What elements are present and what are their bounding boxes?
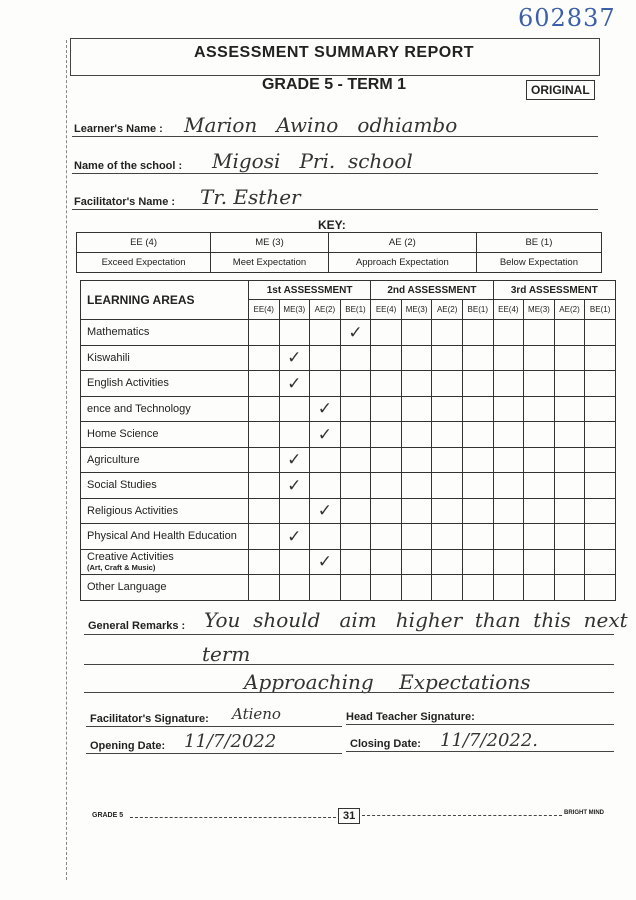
subcol-header: AE(2)	[554, 300, 585, 320]
grade-cell	[462, 473, 493, 499]
key-title: KEY:	[318, 218, 346, 232]
grade-cell	[585, 320, 616, 346]
footer-rule-left	[130, 817, 336, 818]
grade-cell	[310, 575, 341, 601]
check-mark-icon: ✓	[348, 322, 363, 342]
grade-cell	[493, 320, 524, 346]
grade-cell	[585, 549, 616, 575]
grade-cell	[493, 422, 524, 448]
table-row	[81, 371, 616, 397]
key-code-be: BE (1)	[476, 233, 601, 253]
grade-cell	[432, 473, 463, 499]
grade-cell	[340, 498, 371, 524]
table-row	[81, 498, 616, 524]
grade-cell	[493, 498, 524, 524]
grade-cell	[524, 549, 555, 575]
grade-cell	[340, 320, 371, 346]
grade-cell	[432, 422, 463, 448]
learning-area-cell	[81, 345, 249, 371]
grade-cell	[340, 345, 371, 371]
key-desc-ae: Approach Expectation	[328, 253, 476, 273]
table-row	[81, 320, 616, 346]
grade-cell	[279, 524, 310, 550]
table-row	[81, 549, 616, 575]
general-remarks-line-3: Approaching Expectations	[244, 670, 531, 694]
subcol-header: AE(2)	[432, 300, 463, 320]
key-table	[76, 232, 602, 273]
check-mark-icon: ✓	[287, 373, 302, 393]
key-code-ae: AE (2)	[328, 233, 476, 253]
facilitator-name-label: Facilitator's Name :	[74, 196, 176, 208]
check-mark-icon: ✓	[317, 501, 332, 521]
grade-cell	[462, 498, 493, 524]
closing-date-value: 11/7/2022.	[440, 730, 539, 751]
grade-cell	[248, 396, 279, 422]
grade-cell	[279, 447, 310, 473]
learning-area-name: Physical And Health Education	[87, 530, 237, 543]
remarks-rule-2	[84, 664, 614, 665]
check-mark-icon: ✓	[317, 424, 332, 444]
learning-area-cell	[81, 371, 249, 397]
subcol-header: BE(1)	[585, 300, 616, 320]
grade-cell	[462, 345, 493, 371]
learning-area-cell	[81, 524, 249, 550]
learning-area-cell	[81, 549, 249, 575]
learning-area-name: English Activities	[87, 377, 169, 390]
subcol-header: EE(4)	[371, 300, 402, 320]
grade-cell	[524, 575, 555, 601]
learning-area-cell	[81, 498, 249, 524]
grade-cell	[585, 575, 616, 601]
grade-cell	[401, 498, 432, 524]
grade-cell	[340, 371, 371, 397]
grade-cell	[524, 422, 555, 448]
footer-grade: GRADE 5	[92, 812, 124, 819]
grade-cell	[554, 575, 585, 601]
grade-cell	[585, 447, 616, 473]
grade-cell	[310, 345, 341, 371]
learning-area-name: Mathematics	[87, 326, 150, 339]
grade-cell	[340, 524, 371, 550]
grade-cell	[554, 524, 585, 550]
assessment-1-header: 1st ASSESSMENT	[248, 281, 370, 300]
grade-cell	[340, 447, 371, 473]
grade-cell	[310, 422, 341, 448]
learning-area-name: Creative Activities	[87, 551, 174, 564]
grade-cell	[524, 447, 555, 473]
footer-brand: BRIGHT MIND	[564, 810, 604, 816]
grade-cell	[279, 498, 310, 524]
grade-cell	[401, 371, 432, 397]
grade-cell	[248, 473, 279, 499]
grade-cell	[371, 345, 402, 371]
key-desc-me: Meet Expectation	[211, 253, 329, 273]
grade-cell	[524, 371, 555, 397]
grade-cell	[493, 396, 524, 422]
grade-cell	[248, 498, 279, 524]
grade-cell	[340, 473, 371, 499]
key-desc-be: Below Expectation	[476, 253, 601, 273]
grade-cell	[401, 549, 432, 575]
grade-cell	[585, 422, 616, 448]
grade-cell	[248, 320, 279, 346]
grade-cell	[248, 447, 279, 473]
school-name-value: Migosi Pri. school	[212, 149, 413, 173]
learning-areas-header: LEARNING AREAS	[81, 281, 249, 320]
check-mark-icon: ✓	[287, 475, 302, 495]
subcol-header: BE(1)	[340, 300, 371, 320]
key-desc-ee: Exceed Expectation	[77, 253, 211, 273]
assessment-2-header: 2nd ASSESSMENT	[371, 281, 493, 300]
table-row	[81, 473, 616, 499]
general-remarks-line-1: You should aim higher than this next	[204, 608, 628, 632]
grade-cell	[493, 575, 524, 601]
grade-cell	[585, 371, 616, 397]
grade-cell	[279, 575, 310, 601]
grade-cell	[432, 345, 463, 371]
grade-cell	[401, 396, 432, 422]
grade-cell	[401, 473, 432, 499]
learner-name-value: Marion Awino odhiambo	[184, 113, 458, 137]
remarks-rule-3	[84, 692, 614, 693]
grade-cell	[310, 524, 341, 550]
grade-cell	[585, 473, 616, 499]
grade-cell	[401, 422, 432, 448]
grade-cell	[310, 473, 341, 499]
grade-cell	[248, 371, 279, 397]
grade-cell	[432, 524, 463, 550]
subcol-header: BE(1)	[462, 300, 493, 320]
grade-term-heading: GRADE 5 - TERM 1	[261, 76, 406, 93]
grade-cell	[432, 575, 463, 601]
closing-date-label: Closing Date:	[350, 738, 421, 750]
grade-cell	[493, 473, 524, 499]
learning-area-cell	[81, 473, 249, 499]
check-mark-icon: ✓	[287, 348, 302, 368]
grade-cell	[432, 371, 463, 397]
grade-cell	[371, 320, 402, 346]
facilitator-signature-line	[86, 726, 342, 727]
grade-cell	[401, 345, 432, 371]
grade-cell	[462, 396, 493, 422]
grade-cell	[462, 371, 493, 397]
grade-cell	[371, 575, 402, 601]
school-name-label: Name of the school :	[74, 160, 183, 172]
grade-cell	[432, 396, 463, 422]
subcol-header: ME(3)	[279, 300, 310, 320]
subcol-header: AE(2)	[310, 300, 341, 320]
learning-area-name: Religious Activities	[87, 504, 179, 517]
grade-cell	[554, 345, 585, 371]
grade-cell	[371, 371, 402, 397]
grade-cell	[371, 396, 402, 422]
grade-cell	[371, 422, 402, 448]
grade-cell	[462, 524, 493, 550]
subcol-header: ME(3)	[401, 300, 432, 320]
check-mark-icon: ✓	[287, 526, 302, 546]
grade-cell	[248, 549, 279, 575]
grade-cell	[493, 447, 524, 473]
grade-cell	[462, 320, 493, 346]
grade-cell	[310, 498, 341, 524]
grade-cell	[279, 422, 310, 448]
check-mark-icon: ✓	[317, 399, 332, 419]
grade-cell	[310, 549, 341, 575]
original-tag: ORIGINAL	[526, 80, 595, 100]
grade-cell	[310, 371, 341, 397]
general-remarks-label: General Remarks :	[88, 620, 186, 632]
grade-cell	[248, 575, 279, 601]
table-row	[81, 524, 616, 550]
grade-cell	[279, 371, 310, 397]
facilitator-signature-label: Facilitator's Signature:	[90, 713, 209, 725]
document-number: 602837	[518, 4, 616, 32]
grade-cell	[248, 524, 279, 550]
grade-cell	[524, 396, 555, 422]
grade-cell	[554, 473, 585, 499]
check-mark-icon: ✓	[287, 450, 302, 470]
grade-cell	[585, 498, 616, 524]
learning-area-name: Other Language	[87, 581, 167, 594]
table-row	[81, 575, 616, 601]
opening-date-value: 11/7/2022	[184, 731, 277, 752]
grade-cell	[554, 498, 585, 524]
grade-cell	[401, 524, 432, 550]
grade-cell	[432, 447, 463, 473]
head-teacher-signature-label: Head Teacher Signature:	[346, 711, 475, 723]
grade-cell	[279, 473, 310, 499]
grade-cell	[340, 575, 371, 601]
grade-cell	[554, 396, 585, 422]
learner-name-label: Learner's Name :	[74, 123, 163, 135]
subcol-header: EE(4)	[248, 300, 279, 320]
grade-cell	[462, 447, 493, 473]
head-signature-line	[346, 724, 614, 725]
learner-name-line	[72, 136, 598, 137]
grade-cell	[279, 396, 310, 422]
grade-cell	[279, 320, 310, 346]
school-name-line	[72, 173, 598, 174]
grade-cell	[554, 371, 585, 397]
opening-date-label: Opening Date:	[90, 740, 166, 752]
check-mark-icon: ✓	[317, 552, 332, 572]
learning-area-cell	[81, 575, 249, 601]
page-number: 31	[338, 808, 360, 824]
grade-cell	[279, 549, 310, 575]
learning-area-name: Kiswahili	[87, 351, 130, 364]
learning-area-cell	[81, 320, 249, 346]
table-row	[81, 422, 616, 448]
grade-cell	[340, 396, 371, 422]
grade-cell	[524, 524, 555, 550]
facilitator-name-value: Tr. Esther	[200, 185, 301, 209]
learning-area-name: Agriculture	[87, 453, 140, 466]
grade-cell	[554, 422, 585, 448]
grade-cell	[279, 345, 310, 371]
subcol-header: ME(3)	[524, 300, 555, 320]
grade-cell	[248, 422, 279, 448]
facilitator-name-line	[72, 209, 598, 210]
page-edge-line	[66, 40, 67, 880]
grade-cell	[401, 447, 432, 473]
grade-cell	[554, 320, 585, 346]
grade-cell	[524, 498, 555, 524]
grade-cell	[585, 396, 616, 422]
grade-cell	[371, 498, 402, 524]
table-row	[81, 447, 616, 473]
subcol-header: EE(4)	[493, 300, 524, 320]
grade-cell	[248, 345, 279, 371]
report-title: ASSESSMENT SUMMARY REPORT	[193, 44, 475, 61]
grade-cell	[462, 575, 493, 601]
remarks-rule-1	[84, 634, 614, 635]
grade-cell	[371, 549, 402, 575]
grade-cell	[432, 320, 463, 346]
grade-cell	[371, 524, 402, 550]
grade-cell	[493, 524, 524, 550]
general-remarks-line-2: term	[202, 642, 251, 666]
grade-cell	[310, 447, 341, 473]
grade-cell	[554, 447, 585, 473]
grade-cell	[462, 549, 493, 575]
key-code-ee: EE (4)	[77, 233, 211, 253]
grade-cell	[462, 422, 493, 448]
facilitator-signature: Atieno	[232, 705, 281, 723]
assessment-table	[80, 280, 616, 601]
learning-area-subtitle: (Art, Craft & Music)	[87, 563, 156, 573]
grade-cell	[310, 320, 341, 346]
grade-cell	[524, 345, 555, 371]
learning-area-cell	[81, 422, 249, 448]
grade-cell	[554, 549, 585, 575]
grade-cell	[371, 473, 402, 499]
grade-cell	[585, 345, 616, 371]
table-row	[81, 396, 616, 422]
grade-cell	[340, 549, 371, 575]
table-row	[81, 345, 616, 371]
grade-cell	[432, 498, 463, 524]
opening-date-line	[86, 753, 342, 754]
grade-cell	[401, 575, 432, 601]
learning-area-name: Social Studies	[87, 479, 157, 492]
footer-rule-right	[362, 815, 562, 816]
learning-area-cell	[81, 447, 249, 473]
grade-cell	[493, 549, 524, 575]
learning-area-name: ence and Technology	[87, 402, 191, 415]
grade-cell	[432, 549, 463, 575]
learning-area-cell	[81, 396, 249, 422]
grade-cell	[493, 345, 524, 371]
learning-area-name: Home Science	[87, 428, 159, 441]
grade-cell	[493, 371, 524, 397]
key-code-me: ME (3)	[211, 233, 329, 253]
grade-cell	[340, 422, 371, 448]
grade-cell	[401, 320, 432, 346]
grade-cell	[585, 524, 616, 550]
assessment-3-header: 3rd ASSESSMENT	[493, 281, 615, 300]
grade-cell	[524, 320, 555, 346]
grade-cell	[371, 447, 402, 473]
grade-cell	[310, 396, 341, 422]
closing-date-line	[346, 751, 614, 752]
grade-cell	[524, 473, 555, 499]
